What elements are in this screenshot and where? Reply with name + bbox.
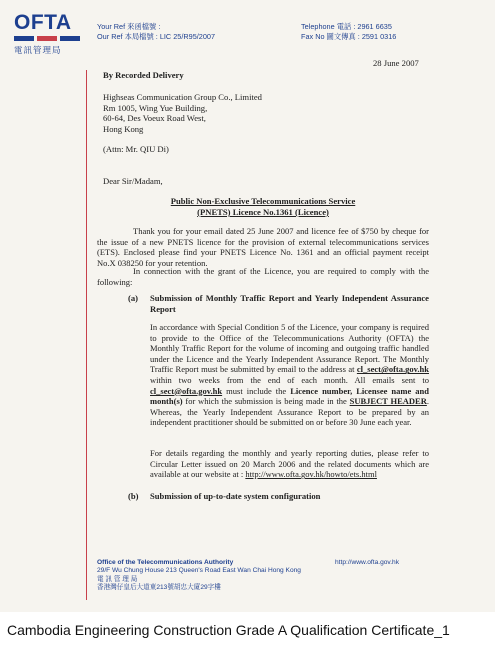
footer-website[interactable]: http://www.ofta.gov.hk (335, 559, 400, 566)
email-link[interactable]: cl_sect@ofta.gov.hk (150, 385, 223, 396)
address-line: Rm 1005, Wing Yue Building, (103, 102, 208, 113)
attention-line: (Attn: Mr. QIU Di) (103, 144, 169, 154)
recipient-address (103, 92, 262, 134)
section-a-title: Submission of Monthly Traffic Report and Yearly Independent Assurance Report (150, 293, 429, 314)
ofta-logo (14, 12, 82, 56)
image-caption: Cambodia Engineering Construction Grade A Qualification Certificate_1 (7, 622, 450, 638)
section-a-marker: (a) (128, 293, 139, 303)
paragraph-reporting: In accordance with Special Condition 5 of the Licence, your company is required to provide to the Office of the Telecommunications Authority (OFTA) the Monthly Traffic Report for the volume of incoming and outgoing traffic handled under the Licence and the Yearly Independent Assurance Report. The Monthly Traffic Report must be submitted by email to the address at cl_sect@ofta.gov.hk within two weeks from the end of each month. All emails sent to cl_sect@ofta.gov.hk must include the Licence number, Licensee name and month(s) for which the submission is being made in the SUBJECT HEADER. Whereas, the Yearly Independent Assurance Report to be prepared by an independent practitioner should be submitted on or before 30 June each year. (150, 322, 429, 428)
telephone: Telephone 電話 : 2961 6635 (301, 22, 392, 31)
footer (97, 559, 301, 593)
paragraph-thanks: Thank you for your email dated 25 June 2007 and licence fee of $750 by cheque for the issue of a new PNETS licence for the provision of external telecommunications services (ETS). Enclosed please find your PNETS Licence No. 1361 and an official payment receipt No.X 038250 for your retention. (97, 226, 429, 268)
footer-address-en: 29/F Wu Chung House 213 Queen's Road East Wan Chai Hong Kong (97, 567, 301, 575)
title-line: Public Non-Exclusive Telecommunications Service (170, 196, 356, 206)
logo-chinese-name: 電訊管理局 (14, 46, 62, 56)
letter-date: 28 June 2007 (373, 58, 419, 68)
paragraph-details: For details regarding the monthly and yearly reporting duties, please refer to Circular Letter issued on 20 March 2006 and the related documents which are available at our website at : http://www.ofta.gov.hk/howto/ets.html (150, 448, 429, 480)
margin-divider (86, 70, 87, 600)
section-b-marker: (b) (128, 491, 139, 501)
address-line: Highseas Communication Group Co., Limited (103, 92, 262, 102)
title-line: (PNETS) Licence No.1361 (Licence) (197, 207, 329, 217)
section-b-title: Submission of up-to-date system configuration (150, 491, 321, 501)
our-ref: Our Ref 本局檔號 : LIC 25/R95/2007 (97, 32, 216, 41)
your-ref: Your Ref 來函檔號 : (97, 22, 161, 31)
logo-word: OFTA (14, 11, 72, 34)
footer-office-name: Office of the Telecommunications Authority (97, 559, 234, 566)
footer-address-cn: 香港灣仔皇后大道東213號胡忠大廈29字樓 (97, 584, 221, 592)
website-link[interactable]: http://www.ofta.gov.hk/howto/ets.html (245, 469, 377, 480)
email-link[interactable]: cl_sect@ofta.gov.hk (356, 364, 429, 375)
logo-bars (14, 36, 82, 41)
fax-number: Fax No 圖文傳真 : 2591 0316 (301, 32, 397, 41)
paragraph-compliance: In connection with the grant of the Licence, you are required to comply with the following: (97, 266, 429, 287)
footer-office-cn: 電 訊 管 理 局 (97, 575, 138, 583)
delivery-method: By Recorded Delivery (103, 70, 184, 80)
emphasis-subject-header: SUBJECT HEADER (349, 396, 427, 407)
address-line: 60-64, Des Voeux Road West, (103, 113, 206, 124)
salutation: Dear Sir/Madam, (103, 176, 163, 186)
letter-title (97, 196, 429, 218)
address-line: Hong Kong (103, 123, 144, 134)
emphasis-licence-info: Licence number, Licensee name and month(s) (150, 385, 429, 407)
